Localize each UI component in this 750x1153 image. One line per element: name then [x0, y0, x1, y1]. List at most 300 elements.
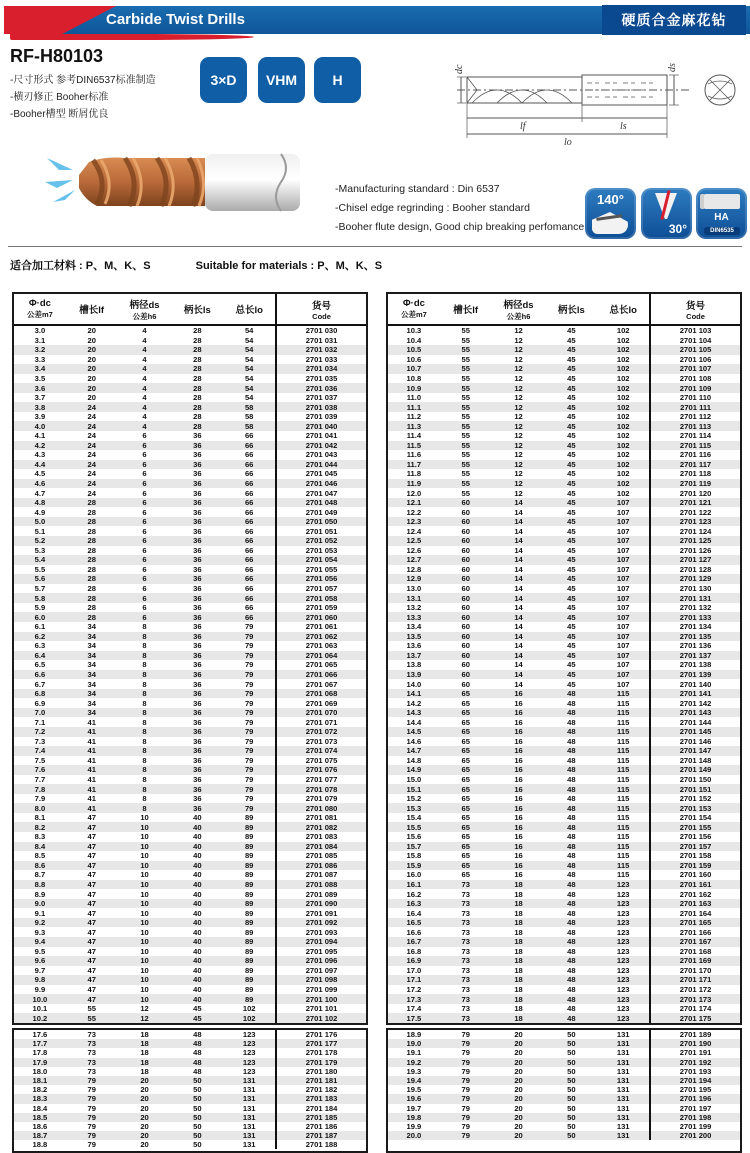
table-cell: 16 — [514, 717, 523, 727]
table-cell: 14 — [514, 679, 523, 689]
table-cell: 6 — [142, 612, 147, 622]
table-cell: 66 — [244, 488, 254, 498]
table-cell: 2701 096 — [275, 956, 366, 966]
table-cell: 48 — [567, 889, 576, 899]
table-cell: 36 — [193, 555, 202, 565]
table-cell: 131 — [616, 1112, 630, 1122]
table-cell: 9.1 — [34, 908, 46, 918]
table-cell: 79 — [244, 736, 254, 746]
table-cell: 65 — [461, 755, 470, 765]
table-row — [14, 908, 366, 918]
table-cell: 28 — [87, 536, 96, 546]
table-cell: 19.1 — [406, 1048, 422, 1058]
table-cell: 102 — [616, 374, 630, 383]
table-row — [14, 746, 366, 756]
table-cell: 2701 086 — [275, 861, 366, 871]
table-row — [388, 1048, 740, 1057]
table-cell: 131 — [242, 1094, 256, 1104]
table-cell: 28 — [193, 326, 202, 336]
table-cell: 50 — [567, 1066, 576, 1076]
table-cell: 2701 032 — [275, 345, 366, 355]
table-cell: 60 — [461, 584, 470, 594]
table-cell: 41 — [87, 736, 96, 746]
table-cell: 45 — [567, 612, 576, 622]
table-cell: 2701 138 — [649, 660, 740, 670]
table-cell: 48 — [567, 813, 576, 823]
table-cell: 47 — [87, 918, 96, 928]
table-cell: 2701 188 — [275, 1140, 366, 1149]
table-cell: 89 — [244, 946, 254, 956]
table-row — [388, 622, 740, 632]
table-row — [14, 994, 366, 1004]
table-cell: 79 — [244, 746, 254, 756]
table-cell: 14 — [514, 555, 523, 565]
table-cell: 16 — [514, 803, 523, 813]
table-cell: 55 — [461, 345, 470, 355]
table-row — [14, 622, 366, 632]
table-cell: 28 — [87, 526, 96, 536]
table-cell: 16 — [514, 736, 523, 746]
table-cell: 2701 179 — [275, 1058, 366, 1067]
table-row — [14, 421, 366, 431]
table-row — [388, 689, 740, 699]
table-cell: 9.2 — [34, 918, 46, 928]
table-cell: 102 — [616, 345, 630, 355]
table-cell: 89 — [244, 899, 254, 909]
table-cell: 58 — [244, 421, 254, 431]
table-cell: 89 — [244, 879, 254, 889]
table-cell: 50 — [567, 1085, 576, 1095]
table-cell: 123 — [616, 985, 630, 994]
table-cell: 19.2 — [406, 1057, 422, 1067]
table-cell: 48 — [567, 879, 576, 889]
table-cell: 47 — [87, 965, 96, 975]
table-cell: 16 — [514, 689, 523, 699]
table-cell: 10.9 — [406, 383, 422, 393]
table-cell: 123 — [242, 1048, 256, 1058]
table-cell: 5.9 — [34, 603, 46, 613]
table-cell: 2701 044 — [275, 460, 366, 470]
table-cell: 40 — [193, 994, 202, 1004]
table-cell: 131 — [616, 1030, 630, 1040]
table-cell: 15.1 — [406, 784, 422, 794]
table-cell: 2701 064 — [275, 651, 366, 661]
table-cell: 107 — [616, 593, 630, 603]
table-row — [14, 870, 366, 880]
table-cell: 10 — [140, 851, 149, 861]
table-row — [388, 565, 740, 575]
table-cell: 17.8 — [32, 1048, 48, 1058]
table-row — [14, 412, 366, 422]
table-cell: 12 — [514, 364, 523, 374]
table-cell: 28 — [87, 545, 96, 555]
table-cell: 48 — [193, 1066, 202, 1076]
table-cell: 6 — [142, 459, 147, 469]
table-cell: 36 — [193, 517, 202, 527]
table-cell: 50 — [567, 1094, 576, 1104]
table-row — [14, 1113, 366, 1122]
table-cell: 9.8 — [34, 975, 46, 985]
table-cell: 11.4 — [406, 431, 422, 441]
table-row — [388, 670, 740, 680]
table-cell: 45 — [567, 364, 576, 374]
table-cell: 13.2 — [406, 603, 422, 613]
table-row — [388, 584, 740, 594]
table-cell: 16 — [514, 813, 523, 823]
table-cell: 41 — [87, 727, 96, 737]
table-cell: 16 — [514, 794, 523, 804]
table-cell: 8 — [142, 641, 147, 651]
table-cell: 18 — [514, 918, 523, 928]
table-cell: 66 — [244, 603, 254, 613]
table-cell: 6 — [142, 440, 147, 450]
table-cell: 65 — [461, 736, 470, 746]
table-cell: 47 — [87, 832, 96, 842]
table-row — [388, 937, 740, 947]
table-cell: 40 — [193, 851, 202, 861]
table-cell: 65 — [461, 746, 470, 756]
table-cell: 65 — [461, 717, 470, 727]
table-row — [388, 632, 740, 642]
table-cell: 66 — [244, 507, 254, 517]
table-cell: 45 — [567, 679, 576, 689]
table-cell: 2701 191 — [649, 1048, 740, 1057]
table-cell: 10 — [140, 956, 149, 966]
table-cell: 20 — [87, 374, 96, 383]
table-cell: 2701 198 — [649, 1113, 740, 1122]
table-cell: 36 — [193, 774, 202, 784]
table-cell: 2701 145 — [649, 727, 740, 737]
table-cell: 8 — [142, 784, 147, 794]
table-cell: 60 — [461, 641, 470, 651]
table-cell: 36 — [193, 603, 202, 613]
table-cell: 65 — [461, 727, 470, 737]
table-row — [14, 326, 366, 336]
table-cell: 28 — [87, 555, 96, 565]
column-header: 柄长ls — [557, 305, 585, 316]
table-cell: 58 — [244, 402, 254, 412]
table-cell: 50 — [193, 1112, 202, 1122]
table-cell: 6 — [142, 536, 147, 546]
table-cell: 12 — [514, 412, 523, 422]
table-cell: 89 — [244, 965, 254, 975]
table-cell: 45 — [567, 402, 576, 412]
table-cell: 2701 119 — [649, 479, 740, 489]
table-cell: 115 — [617, 717, 630, 727]
table-cell: 20 — [514, 1057, 523, 1067]
table-cell: 2701 104 — [649, 336, 740, 346]
table-cell: 45 — [567, 488, 576, 498]
section-divider — [8, 246, 742, 247]
table-cell: 12 — [514, 335, 523, 345]
table-cell: 2701 168 — [649, 947, 740, 957]
column-header: 柄径ds 公差h6 — [503, 299, 534, 321]
table-cell: 60 — [461, 603, 470, 613]
table-cell: 2701 156 — [649, 832, 740, 842]
table-cell: 4 — [142, 335, 147, 345]
table-cell: 50 — [567, 1048, 576, 1058]
materials-line — [10, 257, 424, 273]
table-cell: 45 — [567, 393, 576, 403]
table-cell: 115 — [617, 860, 630, 870]
table-cell: 2701 157 — [649, 842, 740, 852]
table-cell: 2701 131 — [649, 593, 740, 603]
table-cell: 107 — [616, 564, 630, 574]
table-cell: 2701 187 — [275, 1131, 366, 1140]
table-cell: 7.8 — [34, 784, 46, 794]
table-cell: 50 — [567, 1121, 576, 1131]
table-cell: 79 — [461, 1103, 470, 1113]
table-cell: 2701 081 — [275, 813, 366, 823]
table-cell: 60 — [461, 545, 470, 555]
table-cell: 12 — [514, 393, 523, 403]
table-cell: 12 — [514, 421, 523, 431]
table-cell: 4 — [142, 345, 147, 355]
table-cell: 12.8 — [406, 564, 422, 574]
table-cell: 2701 113 — [649, 421, 740, 431]
table-cell: 36 — [193, 755, 202, 765]
table-row — [14, 861, 366, 871]
table-cell: 65 — [461, 698, 470, 708]
table-cell: 6 — [142, 498, 147, 508]
table-cell: 131 — [616, 1039, 630, 1049]
table-row — [388, 574, 740, 584]
table-cell: 36 — [193, 450, 202, 460]
table-row — [14, 488, 366, 498]
table-cell: 2701 112 — [649, 412, 740, 422]
table-cell: 8 — [142, 708, 147, 718]
table-cell: 79 — [87, 1131, 96, 1141]
table-row — [14, 1140, 366, 1149]
table-cell: 123 — [616, 918, 630, 928]
table-cell: 14 — [514, 593, 523, 603]
table-cell: 20 — [87, 354, 96, 364]
table-row — [14, 364, 366, 374]
table-cell: 45 — [567, 345, 576, 355]
table-cell: 5.5 — [34, 564, 46, 574]
table-cell: 2701 097 — [275, 966, 366, 976]
table-row — [388, 1085, 740, 1094]
table-cell: 12 — [514, 345, 523, 355]
table-cell: 16 — [514, 708, 523, 718]
table-cell: 102 — [616, 412, 630, 422]
table-cell: 2701 107 — [649, 364, 740, 374]
table-row — [388, 880, 740, 890]
table-row — [14, 355, 366, 365]
table-cell: 2701 146 — [649, 737, 740, 747]
table-cell: 2701 079 — [275, 794, 366, 804]
table-row — [388, 927, 740, 937]
table-cell: 102 — [616, 383, 630, 393]
table-cell: 16.1 — [406, 879, 422, 889]
table-cell: 36 — [193, 784, 202, 794]
table-cell: 48 — [567, 727, 576, 737]
table-cell: 60 — [461, 517, 470, 527]
table-cell: 2701 033 — [275, 355, 366, 365]
table-cell: 36 — [193, 708, 202, 718]
table-cell: 20 — [140, 1094, 149, 1104]
table-cell: 2701 159 — [649, 861, 740, 871]
table-cell: 45 — [567, 517, 576, 527]
table-row — [14, 851, 366, 861]
table-cell: 16 — [514, 698, 523, 708]
table-cell: 60 — [461, 669, 470, 679]
table-cell: 6 — [142, 545, 147, 555]
table-cell: 89 — [244, 994, 254, 1004]
table-cell: 16.5 — [406, 918, 422, 928]
table-cell: 6.3 — [34, 641, 46, 651]
table-cell: 102 — [616, 440, 630, 450]
table-cell: 50 — [193, 1094, 202, 1104]
table-cell: 48 — [567, 1004, 576, 1014]
table-cell: 16 — [514, 851, 523, 861]
table-cell: 10.3 — [406, 326, 422, 336]
table-cell: 89 — [244, 937, 254, 947]
table-cell: 36 — [193, 746, 202, 756]
table-cell: 40 — [193, 918, 202, 928]
table-cell: 36 — [193, 507, 202, 517]
table-cell: 45 — [193, 1013, 202, 1023]
drill-photo — [45, 140, 325, 225]
table-cell: 48 — [567, 803, 576, 813]
table-cell: 73 — [461, 1013, 470, 1023]
table-row — [388, 593, 740, 603]
table-cell: 123 — [616, 937, 630, 947]
table-cell: 9.4 — [34, 937, 46, 947]
table-cell: 36 — [193, 669, 202, 679]
table-cell: 47 — [87, 927, 96, 937]
table-cell: 55 — [461, 354, 470, 364]
table-cell: 34 — [87, 650, 96, 660]
table-cell: 89 — [244, 822, 254, 832]
table-cell: 36 — [193, 469, 202, 479]
table-row — [14, 975, 366, 985]
table-cell: 2701 163 — [649, 899, 740, 909]
table-cell: 24 — [87, 402, 96, 412]
table-row — [388, 1039, 740, 1048]
table-cell: 2701 151 — [649, 784, 740, 794]
table-cell: 10 — [140, 937, 149, 947]
table-cell: 66 — [244, 517, 254, 527]
table-cell: 73 — [461, 994, 470, 1004]
table-row — [14, 603, 366, 613]
table-cell: 45 — [567, 412, 576, 422]
table-cell: 79 — [87, 1140, 96, 1150]
table-row — [388, 1058, 740, 1067]
table-cell: 10 — [140, 908, 149, 918]
table-cell: 15.0 — [406, 774, 422, 784]
table-cell: 2701 091 — [275, 908, 366, 918]
table-cell: 123 — [616, 1013, 630, 1023]
table-row — [388, 947, 740, 957]
table-cell: 8 — [142, 765, 147, 775]
table-cell: 89 — [244, 975, 254, 985]
helix-angle-icon — [641, 188, 692, 239]
table-cell: 17.2 — [406, 985, 422, 994]
table-cell: 107 — [616, 555, 630, 565]
table-cell: 40 — [193, 965, 202, 975]
table-cell: 18 — [514, 937, 523, 947]
table-cell: 2701 050 — [275, 517, 366, 527]
table-row — [14, 555, 366, 565]
table-row — [14, 1104, 366, 1113]
table-cell: 14 — [514, 603, 523, 613]
table-row — [14, 794, 366, 804]
table-row — [388, 603, 740, 613]
table-cell: 17.5 — [406, 1013, 422, 1023]
table-cell: 14 — [514, 631, 523, 641]
table-cell: 17.1 — [406, 975, 422, 985]
table-cell: 12.9 — [406, 574, 422, 584]
table-cell: 45 — [567, 374, 576, 383]
table-cell: 65 — [461, 813, 470, 823]
table-row — [388, 737, 740, 747]
table-cell: 4.4 — [34, 459, 46, 469]
table-cell: 73 — [461, 899, 470, 909]
table-cell: 73 — [87, 1057, 96, 1067]
table-cell: 45 — [567, 469, 576, 479]
table-cell: 55 — [461, 364, 470, 374]
table-cell: 107 — [616, 679, 630, 689]
table-cell: 2701 133 — [649, 612, 740, 622]
table-cell: 115 — [617, 727, 630, 737]
table-cell: 20 — [514, 1131, 523, 1141]
table-cell: 36 — [193, 584, 202, 594]
table-cell: 66 — [244, 536, 254, 546]
table-cell: 45 — [567, 593, 576, 603]
column-header: Φ·dc 公差m7 — [26, 298, 53, 319]
table-cell: 20.0 — [406, 1131, 422, 1141]
table-cell: 107 — [616, 584, 630, 594]
table-cell: 45 — [567, 479, 576, 489]
table-cell: 107 — [616, 612, 630, 622]
table-cell: 2701 160 — [649, 870, 740, 880]
table-cell: 12 — [514, 326, 523, 336]
table-cell: 13.5 — [406, 631, 422, 641]
table-cell: 54 — [244, 354, 254, 364]
table-cell: 50 — [567, 1030, 576, 1040]
table-cell: 8 — [142, 774, 147, 784]
table-row — [388, 651, 740, 661]
table-cell: 8 — [142, 803, 147, 813]
table-row — [388, 479, 740, 489]
table-cell: 131 — [242, 1076, 256, 1086]
table-cell: 65 — [461, 803, 470, 813]
table-cell: 73 — [461, 908, 470, 918]
table-cell: 55 — [461, 412, 470, 422]
table-row — [388, 994, 740, 1004]
table-cell: 2701 143 — [649, 708, 740, 718]
table-row — [14, 1058, 366, 1067]
table-cell: 6.6 — [34, 669, 46, 679]
table-cell: 50 — [193, 1085, 202, 1095]
table-cell: 14 — [514, 669, 523, 679]
table-cell: 2701 125 — [649, 536, 740, 546]
table-cell: 3.9 — [34, 412, 46, 422]
table-cell: 48 — [567, 908, 576, 918]
table-cell: 36 — [193, 736, 202, 746]
table-cell: 18 — [140, 1030, 149, 1040]
table-cell: 45 — [567, 574, 576, 584]
table-cell: 2701 059 — [275, 603, 366, 613]
badge-vhm: VHM — [258, 57, 305, 103]
table-cell: 14.0 — [406, 679, 422, 689]
diagram-label-dc: dc — [454, 64, 465, 74]
table-row — [14, 985, 366, 995]
table-cell: 34 — [87, 669, 96, 679]
table-cell: 55 — [87, 1004, 96, 1014]
table-cell: 8 — [142, 631, 147, 641]
